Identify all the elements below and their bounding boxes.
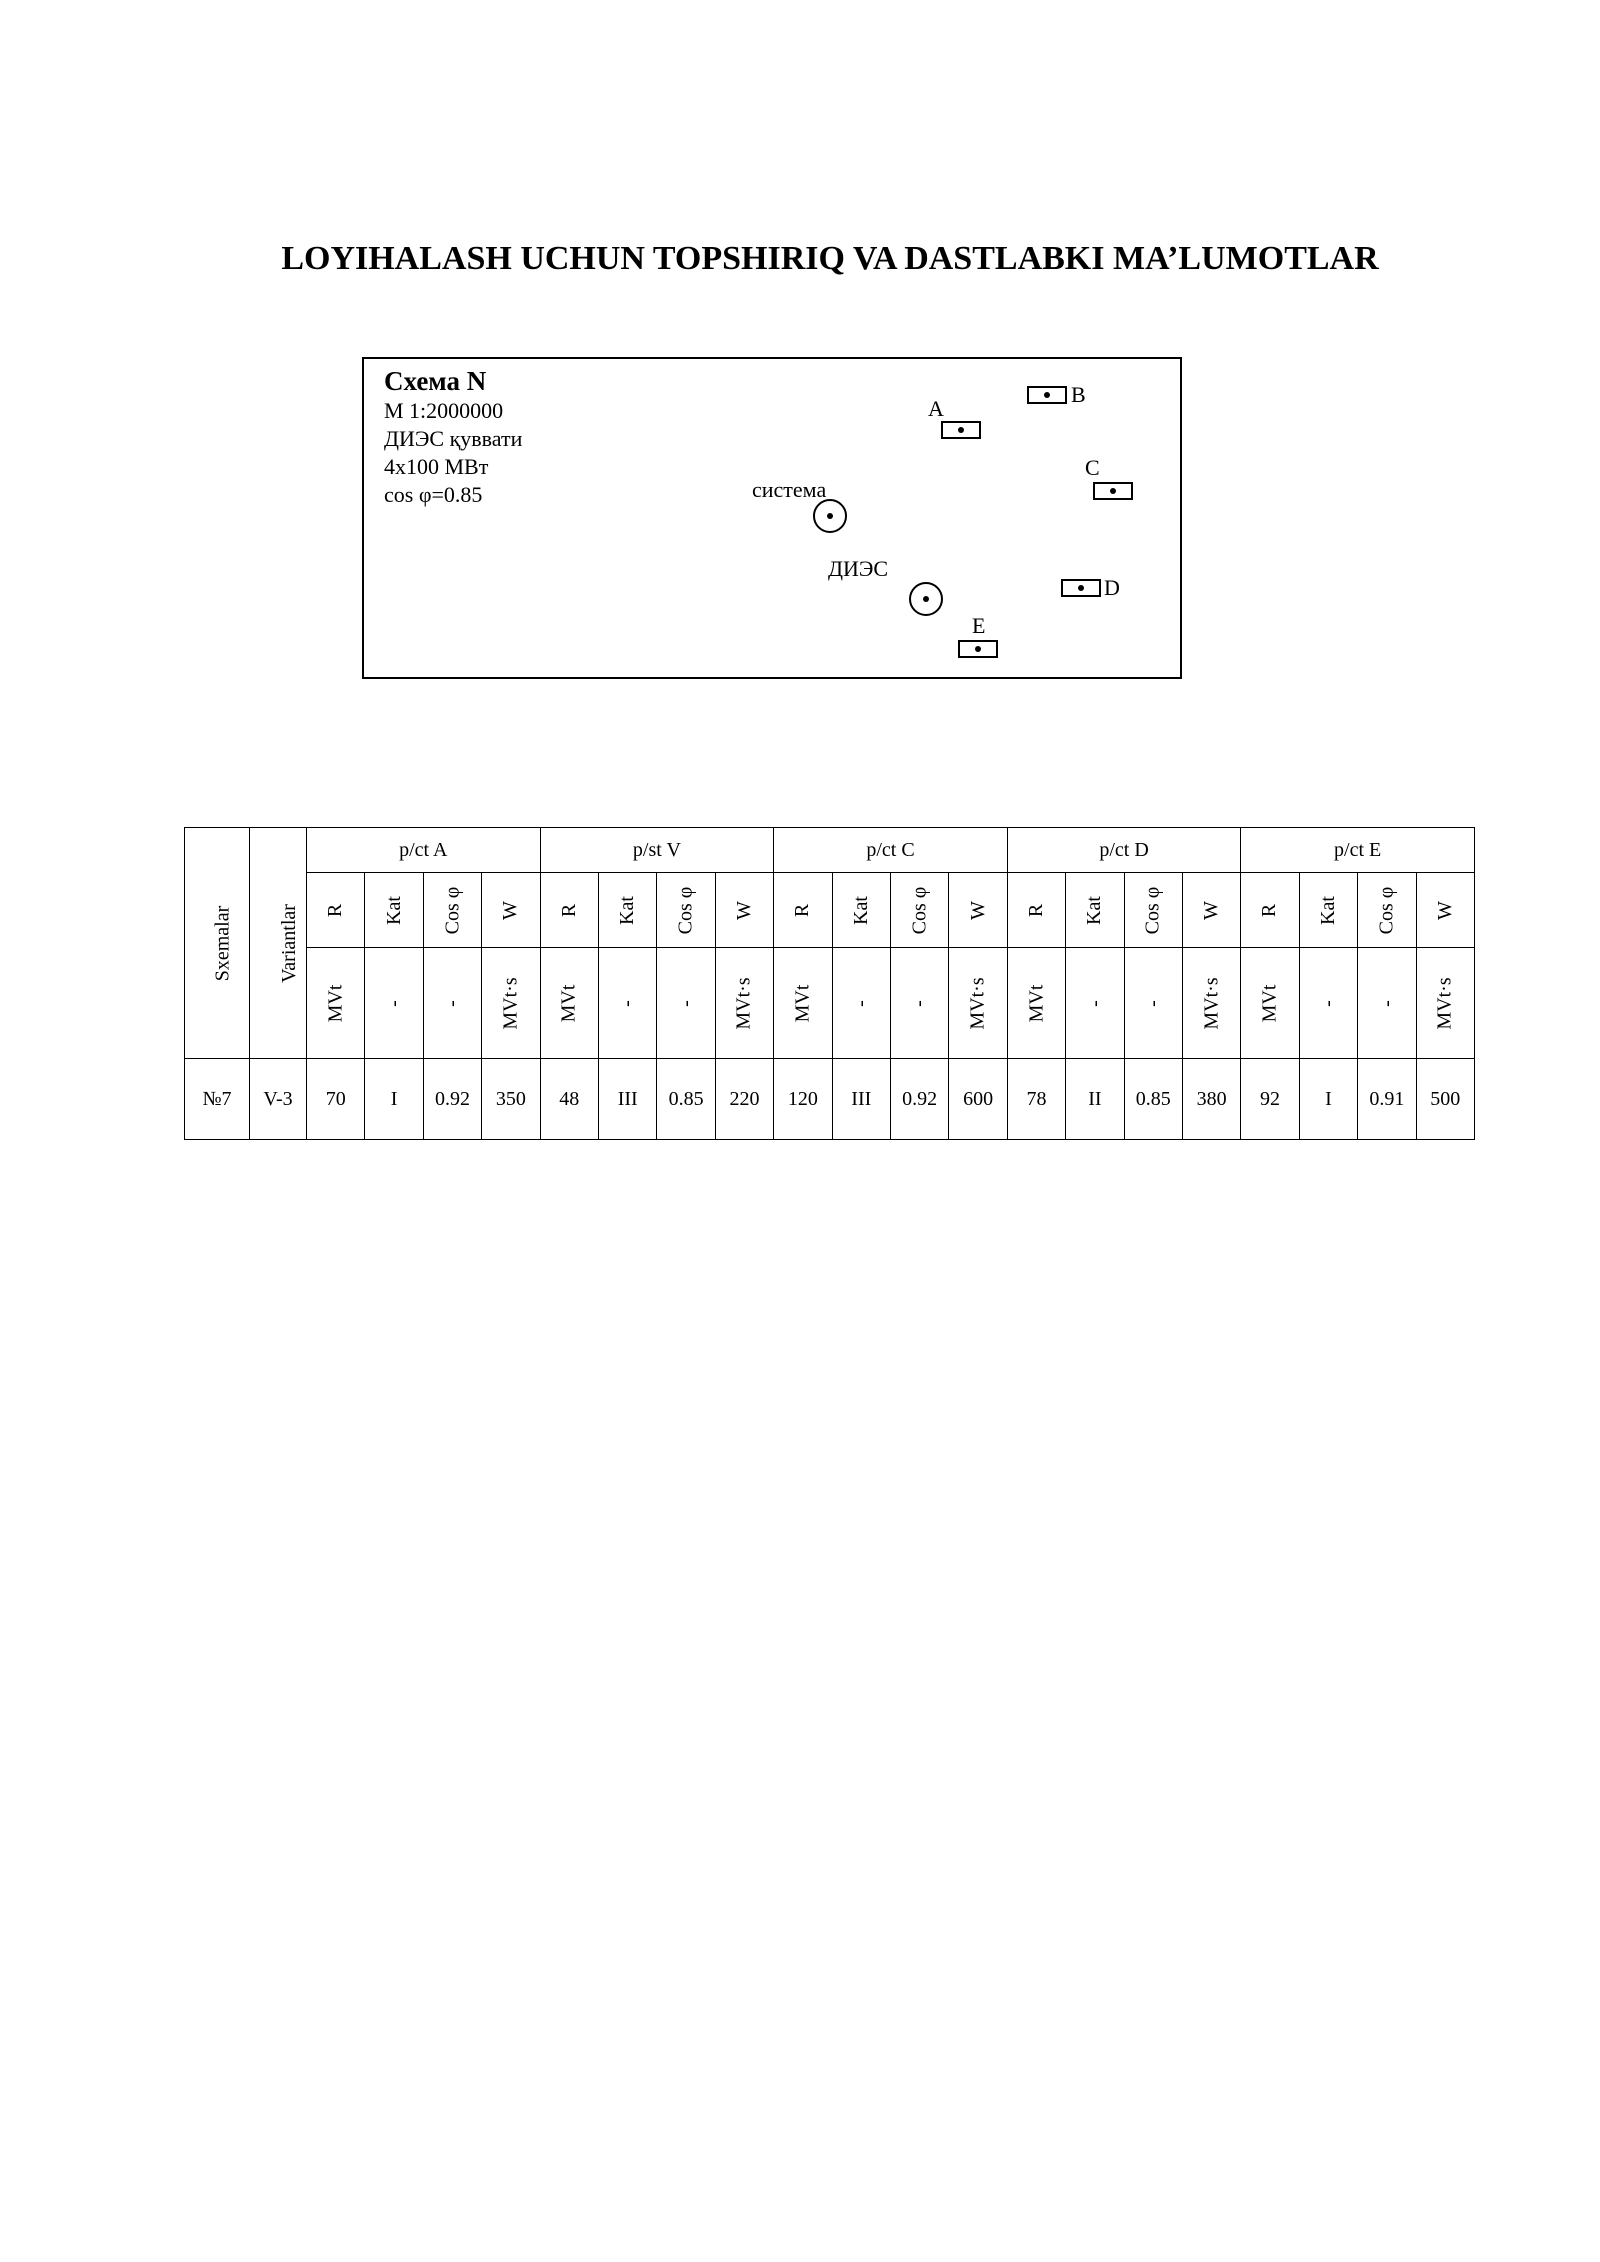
substation-c-label: C (1085, 455, 1100, 480)
substation-a-node (942, 422, 980, 438)
unit-header: - (1124, 948, 1182, 1059)
unit-header: - (423, 948, 481, 1059)
param-header: R (1007, 873, 1065, 948)
param-header: W (715, 873, 773, 948)
unit-header: MVt (1007, 948, 1065, 1059)
value-cell: 0.85 (657, 1059, 715, 1140)
group-header: p/ct E (1241, 828, 1475, 873)
value-cell: I (365, 1059, 423, 1140)
unit-header: - (1358, 948, 1416, 1059)
value-cell: II (1066, 1059, 1124, 1140)
value-cell: 0.85 (1124, 1059, 1182, 1140)
input-data-table (184, 827, 1475, 1140)
unit-header: MVt (540, 948, 598, 1059)
param-header: Kat (365, 873, 423, 948)
param-header: Kat (1066, 873, 1124, 948)
unit-header: - (657, 948, 715, 1059)
group-header: p/st V (540, 828, 774, 873)
substation-e-label: E (972, 613, 986, 638)
substation-d-label: D (1104, 575, 1120, 600)
group-header: p/ct A (307, 828, 541, 873)
param-header: R (774, 873, 832, 948)
param-header: R (307, 873, 365, 948)
unit-header: - (832, 948, 890, 1059)
param-header: Cos φ (890, 873, 948, 948)
value-cell: 0.92 (423, 1059, 481, 1140)
param-header: R (1241, 873, 1299, 948)
system-label: система (752, 477, 827, 502)
param-header: W (1416, 873, 1474, 948)
unit-header: MVt·s (949, 948, 1007, 1059)
group-header: p/ct C (774, 828, 1008, 873)
value-cell: 600 (949, 1059, 1007, 1140)
substation-e-node (959, 641, 997, 657)
value-cell: 500 (1416, 1059, 1474, 1140)
unit-header: MVt·s (1182, 948, 1240, 1059)
param-header: Cos φ (657, 873, 715, 948)
param-header: Kat (598, 873, 656, 948)
unit-header: MVt·s (1416, 948, 1474, 1059)
value-cell: 48 (540, 1059, 598, 1140)
unit-header: MVt (774, 948, 832, 1059)
value-cell: 350 (482, 1059, 540, 1140)
scheme-cos: cos φ=0.85 (384, 482, 483, 507)
unit-header: MVt (307, 948, 365, 1059)
unit-header: - (365, 948, 423, 1059)
value-cell: I (1299, 1059, 1357, 1140)
substation-b-node (1028, 387, 1066, 403)
value-cell: 92 (1241, 1059, 1299, 1140)
value-cell: 78 (1007, 1059, 1065, 1140)
param-header: W (949, 873, 1007, 948)
param-header: Cos φ (423, 873, 481, 948)
value-cell: 0.92 (890, 1059, 948, 1140)
schemes-header: Sxemalar (185, 828, 250, 1059)
param-header: W (482, 873, 540, 948)
value-cell: 220 (715, 1059, 773, 1140)
table-row (185, 1059, 1475, 1140)
param-header: R (540, 873, 598, 948)
scheme-diagram (362, 357, 1182, 679)
scheme-power-label: ДИЭС қуввати (384, 426, 523, 451)
param-header: W (1182, 873, 1240, 948)
page-title: LOYIHALASH UCHUN TOPSHIRIQ VA DASTLABKI MA’LUMOTLAR (281, 240, 1379, 277)
variants-header: Variantlar (250, 828, 307, 1059)
substation-a-label: A (928, 396, 944, 421)
variant-cell: V-3 (250, 1059, 307, 1140)
unit-header: MVt (1241, 948, 1299, 1059)
dies-label: ДИЭС (828, 556, 889, 581)
scheme-power-value: 4х100 МВт (384, 454, 489, 479)
unit-header: - (890, 948, 948, 1059)
param-header: Kat (1299, 873, 1357, 948)
scheme-scale: М 1:2000000 (384, 398, 504, 423)
param-header: Cos φ (1124, 873, 1182, 948)
unit-header: - (1299, 948, 1357, 1059)
param-header: Cos φ (1358, 873, 1416, 948)
substation-b-label: B (1071, 382, 1086, 407)
value-cell: 70 (307, 1059, 365, 1140)
value-cell: 120 (774, 1059, 832, 1140)
param-header: Kat (832, 873, 890, 948)
value-cell: 380 (1182, 1059, 1240, 1140)
unit-header: MVt·s (715, 948, 773, 1059)
scheme-legend (384, 365, 522, 509)
scheme-heading: Схема N (384, 366, 487, 396)
substation-d-node (1062, 580, 1100, 596)
scheme-cell: №7 (185, 1059, 250, 1140)
substation-c-node (1094, 483, 1132, 499)
unit-header: - (1066, 948, 1124, 1059)
value-cell: 0.91 (1358, 1059, 1416, 1140)
unit-header: MVt·s (482, 948, 540, 1059)
value-cell: III (598, 1059, 656, 1140)
unit-header: - (598, 948, 656, 1059)
group-header: p/ct D (1007, 828, 1241, 873)
value-cell: III (832, 1059, 890, 1140)
